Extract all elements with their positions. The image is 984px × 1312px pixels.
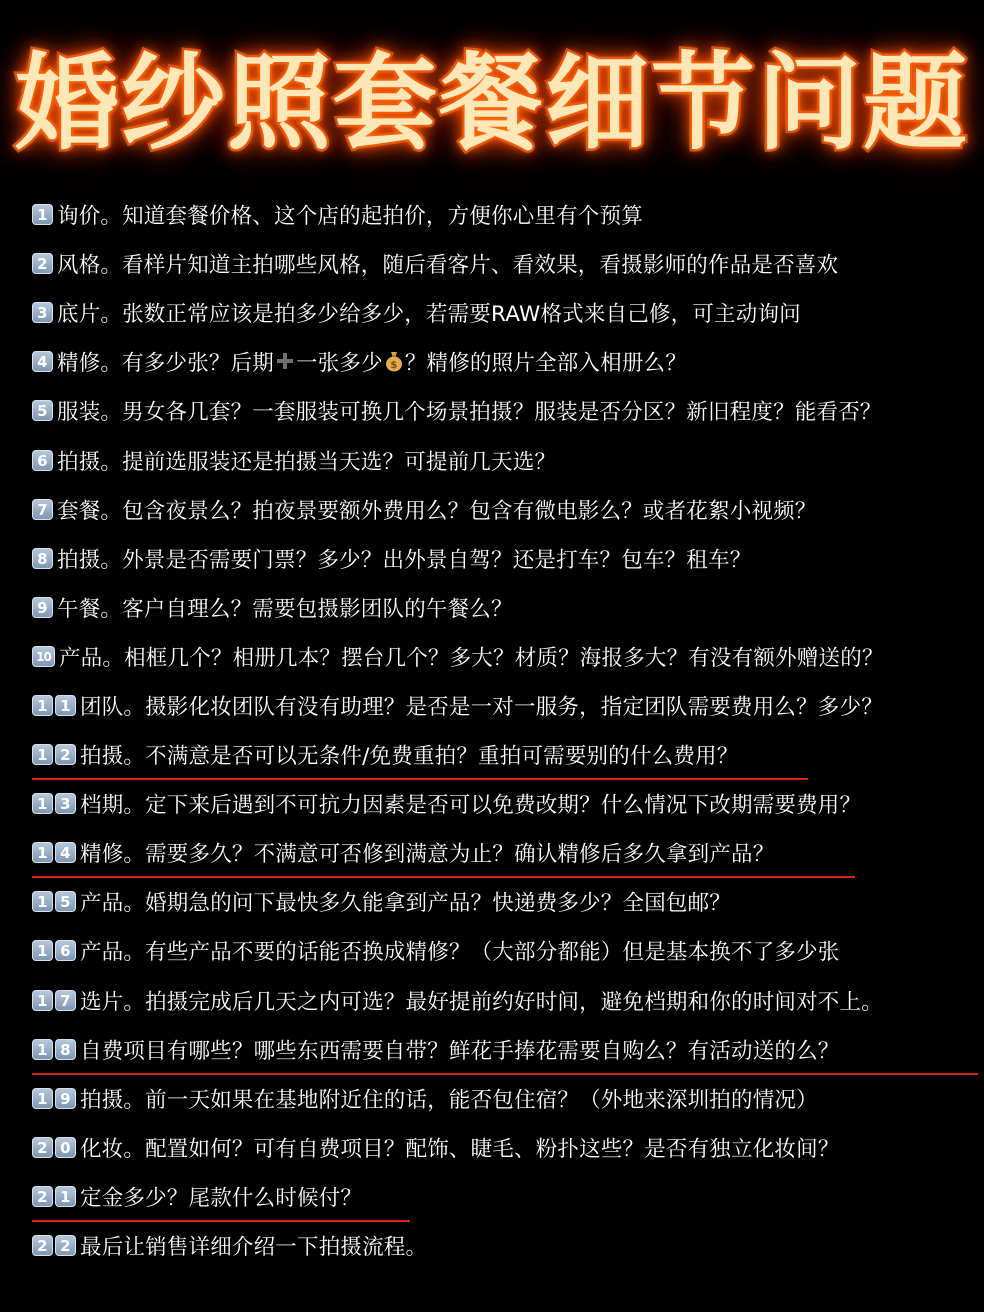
keycap-digit: 3 bbox=[32, 302, 53, 323]
keycap-digit: 1 bbox=[32, 940, 53, 961]
keycap-digit: 9 bbox=[32, 597, 53, 618]
number-keycap-icon bbox=[32, 204, 55, 225]
list-item bbox=[32, 1123, 978, 1172]
number-keycap-icon bbox=[32, 1039, 78, 1060]
question-text-part: ？精修的照片全部入相册么？ bbox=[404, 350, 687, 376]
list-item bbox=[32, 386, 978, 435]
question-text: 档期。定下来后遇到不可抗力因素是否可以免费改期？什么情况下改期需要费用？ bbox=[80, 793, 862, 819]
keycap-digit: 2 bbox=[32, 253, 53, 274]
number-keycap-icon bbox=[32, 302, 55, 323]
question-text: 服装。男女各几套？一套服装可换几个场景拍摄？服装是否分区？新旧程度？能看否？ bbox=[57, 400, 882, 426]
question-text: 底片。张数正常应该是拍多少给多少，若需要RAW格式来自己修，可主动询问 bbox=[57, 302, 801, 328]
number-keycap-icon bbox=[32, 253, 55, 274]
number-keycap-icon bbox=[32, 400, 55, 421]
keycap-digit: 5 bbox=[55, 891, 76, 912]
keycap-digit: 1 bbox=[32, 891, 53, 912]
keycap-digit: 2 bbox=[32, 1137, 53, 1158]
list-item bbox=[32, 1221, 978, 1270]
keycap-digit: 4 bbox=[55, 842, 76, 863]
list-item bbox=[32, 976, 978, 1025]
question-text: 拍摄。外景是否需要门票？多少？出外景自驾？还是打车？包车？租车？ bbox=[57, 547, 752, 573]
list-item bbox=[32, 534, 978, 583]
keycap-digit: 6 bbox=[55, 940, 76, 961]
keycap-digit: 7 bbox=[32, 499, 53, 520]
keycap-digit: 1 bbox=[32, 204, 53, 225]
list-item bbox=[32, 190, 978, 239]
keycap-digit: 2 bbox=[55, 1235, 76, 1256]
keycap-digit: 1 bbox=[55, 1186, 76, 1207]
list-item bbox=[32, 485, 978, 534]
question-text: 产品。婚期急的问下最快多久能拿到产品？快递费多少？全国包邮？ bbox=[80, 891, 732, 917]
money-bag-icon bbox=[384, 350, 404, 378]
number-keycap-icon bbox=[32, 695, 78, 716]
question-text: 风格。看样片知道主拍哪些风格，随后看客片、看效果，看摄影师的作品是否喜欢 bbox=[57, 253, 839, 279]
keycap-digit: 1 bbox=[32, 744, 53, 765]
list-item bbox=[32, 730, 978, 779]
keycap-digit: 5 bbox=[32, 400, 53, 421]
question-text: 自费项目有哪些？哪些东西需要自带？鲜花手捧花需要自购么？有活动送的么？ bbox=[80, 1038, 840, 1064]
keycap-digit: 1 bbox=[32, 695, 53, 716]
question-list bbox=[32, 190, 978, 1270]
keycap-digit: 2 bbox=[32, 1186, 53, 1207]
svg-text:$: $ bbox=[390, 359, 398, 371]
number-keycap-icon bbox=[32, 450, 55, 471]
question-text: 定金多少？尾款什么时候付？ bbox=[80, 1185, 363, 1211]
keycap-digit: 0 bbox=[55, 1137, 76, 1158]
keycap-digit: 1 bbox=[32, 793, 53, 814]
keycap-digit: 9 bbox=[55, 1088, 76, 1109]
question-text: 精修。需要多久？不满意可否修到满意为止？确认精修后多久拿到产品？ bbox=[80, 842, 775, 868]
heavy-plus-icon bbox=[275, 351, 295, 377]
number-keycap-icon bbox=[32, 1137, 78, 1158]
keycap-digit: 4 bbox=[32, 351, 53, 372]
list-item bbox=[32, 337, 978, 386]
number-keycap-icon bbox=[32, 1186, 78, 1207]
question-text: 午餐。客户自理么？需要包摄影团队的午餐么？ bbox=[57, 596, 513, 622]
keycap-digit: 6 bbox=[32, 450, 53, 471]
list-item bbox=[32, 681, 978, 730]
question-text bbox=[57, 346, 687, 378]
question-text-part: 精修。有多少张？后期 bbox=[57, 350, 275, 376]
question-text: 化妆。配置如何？可有自费项目？配饰、睫毛、粉扑这些？是否有独立化妆间？ bbox=[80, 1136, 840, 1162]
number-keycap-icon bbox=[32, 548, 55, 569]
keycap-digit: 10 bbox=[32, 646, 55, 667]
list-item bbox=[32, 926, 978, 975]
list-item bbox=[32, 1025, 978, 1074]
keycap-digit: 1 bbox=[55, 695, 76, 716]
number-keycap-icon bbox=[32, 646, 57, 667]
question-text: 最后让销售详细介绍一下拍摄流程。 bbox=[80, 1235, 428, 1261]
list-item bbox=[32, 632, 978, 681]
keycap-digit: 2 bbox=[32, 1235, 53, 1256]
keycap-digit: 3 bbox=[55, 793, 76, 814]
keycap-digit: 1 bbox=[32, 842, 53, 863]
list-item bbox=[32, 288, 978, 337]
page-title: 婚纱照套餐细节问题 bbox=[14, 42, 969, 164]
question-text: 产品。相框几个？相册几本？摆台几个？多大？材质？海报多大？有没有额外赠送的？ bbox=[59, 645, 884, 671]
number-keycap-icon bbox=[32, 597, 55, 618]
keycap-digit: 1 bbox=[32, 990, 53, 1011]
question-text: 拍摄。提前选服装还是拍摄当天选？可提前几天选？ bbox=[57, 449, 557, 475]
number-keycap-icon bbox=[32, 1235, 78, 1256]
question-text: 询价。知道套餐价格、这个店的起拍价，方便你心里有个预算 bbox=[57, 204, 643, 230]
number-keycap-icon bbox=[32, 1088, 78, 1109]
number-keycap-icon bbox=[32, 793, 78, 814]
list-item bbox=[32, 877, 978, 926]
number-keycap-icon bbox=[32, 842, 78, 863]
question-text: 选片。拍摄完成后几天之内可选？最好提前约好时间，避免档期和你的时间对不上。 bbox=[80, 989, 883, 1015]
number-keycap-icon bbox=[32, 499, 55, 520]
keycap-digit: 1 bbox=[32, 1088, 53, 1109]
list-item bbox=[32, 239, 978, 288]
number-keycap-icon bbox=[32, 940, 78, 961]
question-text: 团队。摄影化妆团队有没有助理？是否是一对一服务，指定团队需要费用么？多少？ bbox=[80, 694, 883, 720]
question-text: 拍摄。前一天如果在基地附近住的话，能否包住宿？（外地来深圳拍的情况） bbox=[80, 1087, 818, 1113]
number-keycap-icon bbox=[32, 744, 78, 765]
keycap-digit: 8 bbox=[55, 1039, 76, 1060]
number-keycap-icon bbox=[32, 351, 55, 372]
list-item bbox=[32, 583, 978, 632]
number-keycap-icon bbox=[32, 891, 78, 912]
keycap-digit: 1 bbox=[32, 1039, 53, 1060]
question-text-part: 一张多少 bbox=[296, 350, 383, 376]
keycap-digit: 8 bbox=[32, 548, 53, 569]
question-text: 产品。有些产品不要的话能否换成精修？（大部分都能）但是基本换不了多少张 bbox=[80, 940, 840, 966]
list-item bbox=[32, 779, 978, 828]
question-text: 拍摄。不满意是否可以无条件/免费重拍？重拍可需要别的什么费用？ bbox=[80, 744, 739, 770]
number-keycap-icon bbox=[32, 990, 78, 1011]
keycap-digit: 7 bbox=[55, 990, 76, 1011]
list-item bbox=[32, 1172, 978, 1221]
question-text: 套餐。包含夜景么？拍夜景要额外费用么？包含有微电影么？或者花絮小视频？ bbox=[57, 498, 817, 524]
list-item bbox=[32, 828, 978, 877]
list-item bbox=[32, 435, 978, 484]
keycap-digit: 2 bbox=[55, 744, 76, 765]
list-item bbox=[32, 1074, 978, 1123]
